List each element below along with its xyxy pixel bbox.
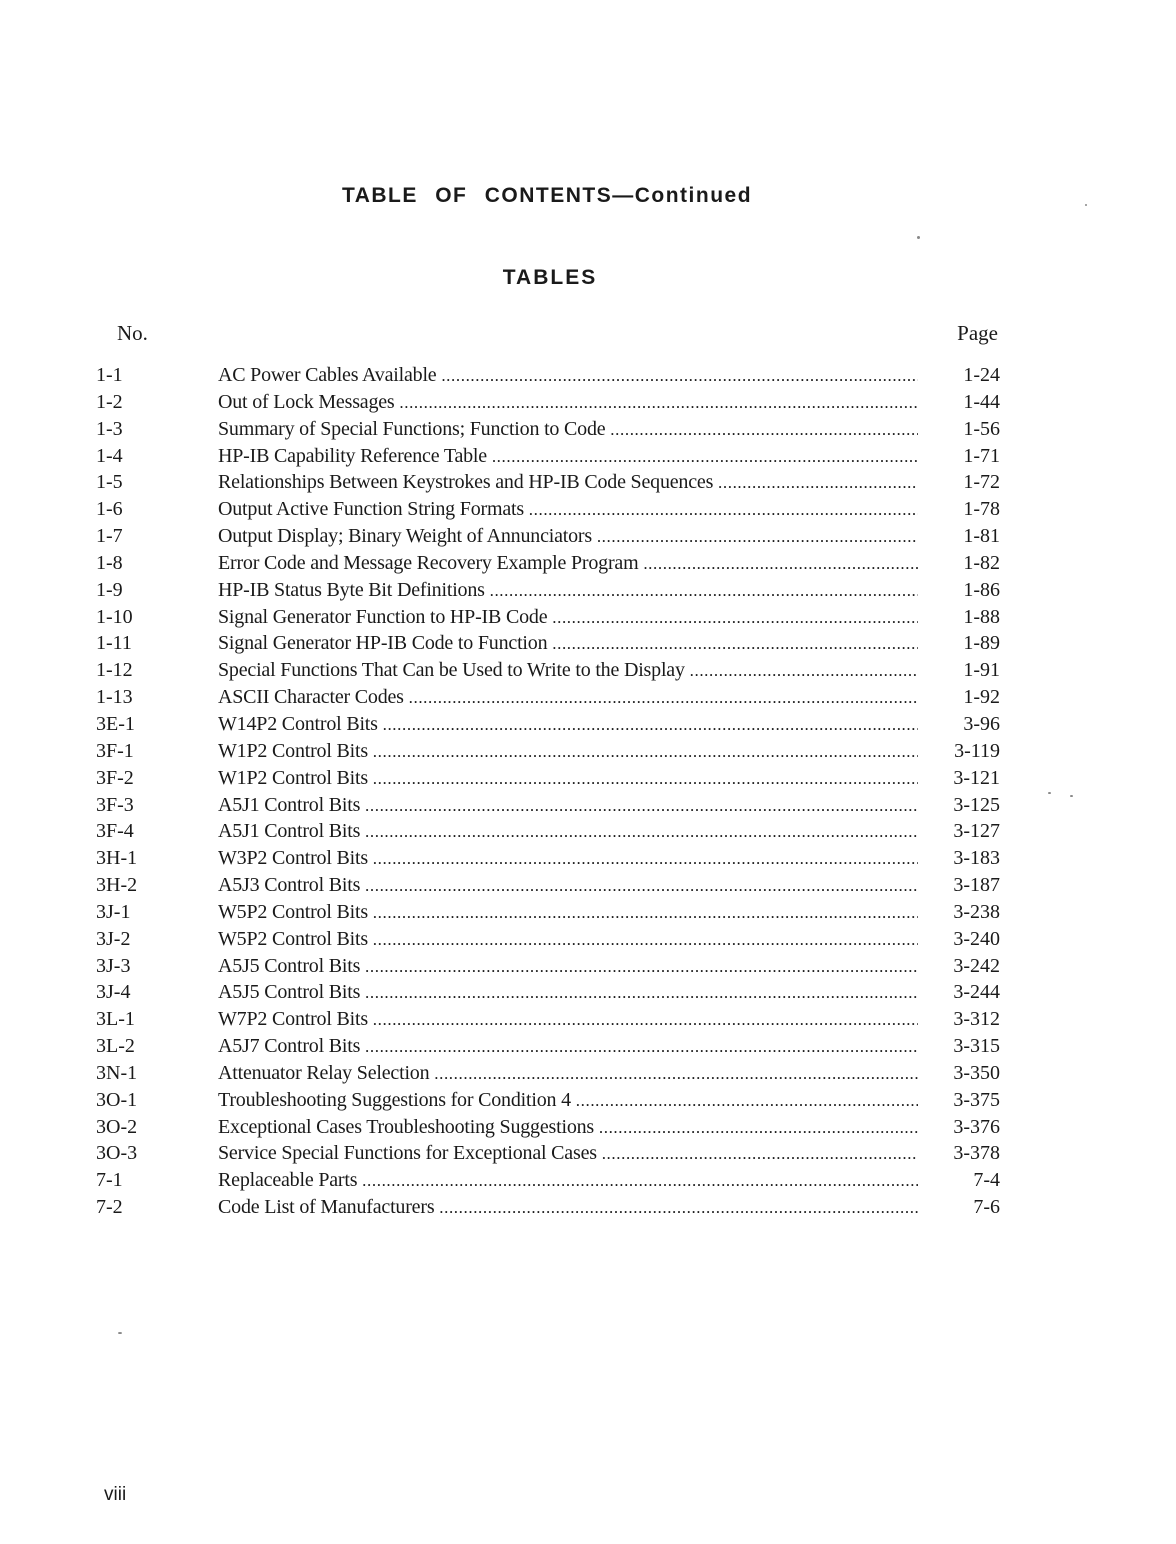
entry-title: Attenuator Relay Selection ..... [218,1060,918,1087]
toc-entry [96,469,1000,496]
toc-entry [96,1194,1000,1221]
entry-number: 1-13 [96,686,133,709]
entry-page: 3-315 [953,1035,1000,1058]
scan-speck [118,1332,122,1334]
entry-page: 1-86 [963,578,1000,601]
toc-entry [96,765,1000,792]
entry-title: W5P2 Control Bits ..... [218,899,918,926]
entry-number: 3J-4 [96,981,131,1004]
entry-number: 1-5 [96,471,123,494]
entry-number: 3F-4 [96,820,134,843]
entry-title: Special Functions That Can be Used to Write to the Display ..... [218,657,918,684]
toc-entry [96,577,1000,604]
toc-entry [96,362,1000,389]
toc-entry [96,1114,1000,1141]
entry-number: 3J-1 [96,900,131,923]
entry-number: 3O-1 [96,1088,138,1111]
toc-entry [96,550,1000,577]
toc-list [96,362,1000,1221]
entry-title: Output Active Function String Formats ..... [218,496,918,523]
entry-number: 1-9 [96,578,123,601]
entry-number: 1-1 [96,364,123,386]
entry-page: 3-375 [953,1088,1000,1111]
entry-title: W3P2 Control Bits ..... [218,845,918,872]
entry-number: 3L-2 [96,1035,135,1058]
entry-number: 1-4 [96,444,123,467]
entry-page: 7-4 [973,1169,1000,1192]
entry-title: AC Power Cables Available ..... [218,362,918,389]
entry-number: 3F-2 [96,766,134,789]
toc-entry [96,818,1000,845]
toc-entry [96,926,1000,953]
entry-page: 1-89 [963,632,1000,655]
entry-page: 3-378 [953,1142,1000,1165]
entry-page: 1-88 [963,605,1000,628]
toc-entry [96,1033,1000,1060]
toc-entry [96,711,1000,738]
toc-entry [96,1140,1000,1167]
entry-page: 1-91 [963,659,1000,682]
entry-page: 1-24 [963,364,1000,386]
toc-entry [96,1060,1000,1087]
entry-page: 3-96 [963,712,1000,735]
entry-title: A5J5 Control Bits ..... [218,979,918,1006]
toc-entry [96,630,1000,657]
entry-title: W1P2 Control Bits ..... [218,738,918,765]
toc-entry [96,657,1000,684]
entry-number: 1-8 [96,551,123,574]
entry-title: ASCII Character Codes ..... [218,684,918,711]
entry-title: Output Display; Binary Weight of Annunciators ..... [218,523,918,550]
column-header-page: Page [957,321,998,345]
toc-entry [96,389,1000,416]
entry-page: 7-6 [973,1196,1000,1219]
entry-title: W14P2 Control Bits ..... [218,711,918,738]
entry-number: 3F-1 [96,739,134,762]
toc-entry [96,979,1000,1006]
entry-number: 3L-1 [96,1008,135,1031]
entry-page: 3-242 [953,954,1000,977]
page-title: TABLE OF CONTENTS—Continued [341,184,753,207]
entry-title: Signal Generator HP-IB Code to Function ..... [218,630,918,657]
entry-number: 1-10 [96,605,133,628]
toc-entry [96,1006,1000,1033]
entry-title: A5J1 Control Bits ..... [218,792,918,819]
toc-entry [96,443,1000,470]
entry-page: 1-82 [963,551,1000,574]
entry-title: Troubleshooting Suggestions for Condition 4 ..... [218,1087,918,1114]
entry-page: 3-238 [953,900,1000,923]
entry-page: 3-350 [953,1061,1000,1084]
footer-page-number: viii [104,1484,127,1505]
entry-title: A5J5 Control Bits ..... [218,953,918,980]
toc-entry [96,792,1000,819]
entry-page: 3-244 [953,981,1000,1004]
entry-number: 1-7 [96,525,123,548]
column-header-number: No. [117,321,148,345]
entry-title: A5J3 Control Bits ..... [218,872,918,899]
toc-entry [96,899,1000,926]
scan-speck [1070,795,1073,797]
entry-page: 3-127 [953,820,1000,843]
toc-entry [96,416,1000,443]
entry-number: 7-2 [96,1196,123,1219]
toc-entry [96,604,1000,631]
entry-page: 3-240 [953,927,1000,950]
entry-number: 3J-3 [96,954,131,977]
scan-speck [917,236,920,239]
entry-number: 1-3 [96,417,123,440]
toc-entry [96,953,1000,980]
entry-number: 3H-1 [96,847,138,870]
toc-entry [96,738,1000,765]
entry-page: 3-312 [953,1008,1000,1031]
entry-title: Exceptional Cases Troubleshooting Suggestions ..... [218,1114,918,1141]
entry-page: 3-187 [953,874,1000,897]
entry-title: Service Special Functions for Exceptional Cases ..... [218,1140,918,1167]
entry-number: 1-12 [96,659,133,682]
scan-speck [1085,204,1087,206]
entry-title: W5P2 Control Bits ..... [218,926,918,953]
toc-entry [96,523,1000,550]
entry-number: 1-11 [96,632,132,655]
entry-number: 3O-2 [96,1115,138,1138]
entry-number: 3J-2 [96,927,131,950]
entry-title: Replaceable Parts ..... [218,1167,918,1194]
entry-page: 1-56 [963,417,1000,440]
entry-page: 3-119 [954,739,1000,762]
entry-page: 1-72 [963,471,1000,494]
entry-title: Out of Lock Messages ..... [218,389,918,416]
entry-page: 1-78 [963,498,1000,521]
entry-title: Code List of Manufacturers ..... [218,1194,918,1221]
entry-title: Error Code and Message Recovery Example Program ..... [218,550,918,577]
entry-number: 7-1 [96,1169,123,1192]
entry-title: A5J7 Control Bits ..... [218,1033,918,1060]
entry-page: 1-71 [963,444,1000,467]
entry-number: 1-6 [96,498,123,521]
entry-page: 3-125 [953,793,1000,816]
entry-number: 3F-3 [96,793,134,816]
toc-entry [96,496,1000,523]
toc-entry [96,684,1000,711]
entry-number: 1-2 [96,390,123,413]
entry-title: W1P2 Control Bits ..... [218,765,918,792]
entry-title: W7P2 Control Bits ..... [218,1006,918,1033]
toc-entry [96,872,1000,899]
toc-entry [96,1167,1000,1194]
entry-number: 3H-2 [96,874,138,897]
section-title: TABLES [502,266,598,289]
entry-number: 3N-1 [96,1061,138,1084]
entry-page: 3-121 [953,766,1000,789]
entry-title: Relationships Between Keystrokes and HP-IB Code Sequences ..... [218,469,918,496]
entry-page: 1-92 [963,686,1000,709]
entry-title: A5J1 Control Bits ..... [218,818,918,845]
toc-entry [96,845,1000,872]
entry-page: 3-183 [953,847,1000,870]
toc-entry [96,1087,1000,1114]
scan-speck [1048,792,1051,794]
entry-page: 1-81 [963,525,1000,548]
entry-number: 3O-3 [96,1142,138,1165]
entry-title: Summary of Special Functions; Function to Code ..... [218,416,918,443]
entry-title: Signal Generator Function to HP-IB Code ..... [218,604,918,631]
entry-page: 1-44 [963,390,1000,413]
entry-title: HP-IB Status Byte Bit Definitions ..... [218,577,918,604]
entry-number: 3E-1 [96,712,135,735]
entry-title: HP-IB Capability Reference Table ..... [218,443,918,470]
entry-page: 3-376 [953,1115,1000,1138]
